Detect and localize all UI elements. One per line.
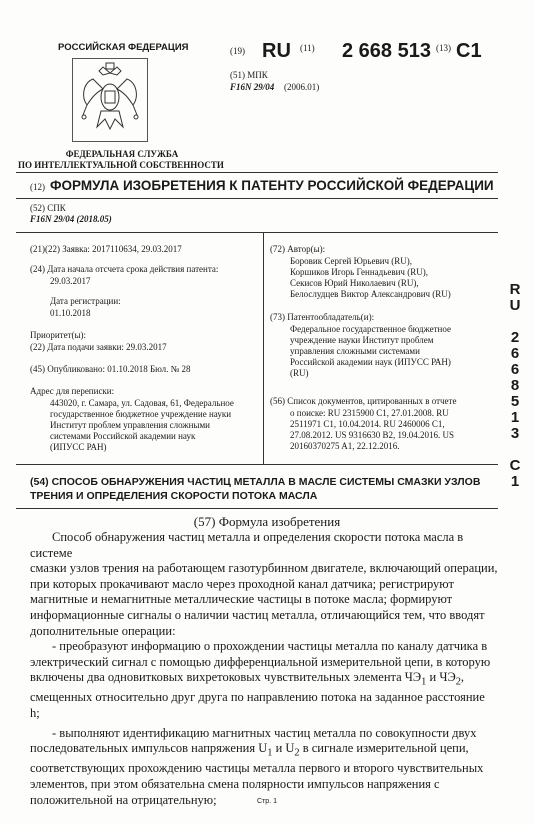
correspondence-address	[50, 398, 260, 453]
country-name: РОССИЙСКАЯ ФЕДЕРАЦИЯ	[58, 42, 189, 53]
formula-line: положительной на отрицательную;	[30, 792, 217, 807]
formula-line: - выполняют идентификацию магнитных частиц металла по совокупности двух	[52, 725, 477, 740]
bib-divider	[263, 232, 264, 464]
invention-title-line1: (54) СПОСОБ ОБНАРУЖЕНИЯ ЧАСТИЦ МЕТАЛЛА В МАСЛЕ СИСТЕМЫ СМАЗКИ УЗЛОВ	[30, 476, 481, 488]
filing-date: (22) Дата подачи заявки: 29.03.2017	[30, 342, 167, 352]
patent-kind: C1	[456, 40, 482, 62]
formula-line: электрический сигнал с помощью дифференциальной измерительной цепи, в которую	[30, 654, 491, 669]
mpk-class: F16N 29/04	[230, 82, 275, 92]
authors-list	[290, 256, 490, 300]
code-11: (11)	[300, 43, 315, 53]
address-line: государственное бюджетное учреждение науки	[50, 409, 232, 419]
owner-lines	[290, 324, 490, 379]
address-label: Адрес для переписки:	[30, 386, 115, 396]
owner-line: (RU)	[290, 368, 309, 378]
formula-line: - преобразуют информацию о прохождении частицы металла по каналу датчика в	[52, 639, 488, 654]
owner-line: Федеральное государственное бюджетное	[290, 324, 451, 334]
address-line: Институт проблем управления сложными	[50, 420, 210, 430]
page-number: Стр. 1	[257, 798, 277, 805]
invention-title-line2: ТРЕНИЯ И ОПРЕДЕЛЕНИЯ СКОРОСТИ ПОТОКА МАСЛА	[30, 490, 318, 502]
author-name: Коршиков Игорь Геннадьевич (RU),	[290, 267, 428, 277]
cited-line: о поиске: RU 2315900 C1, 27.01.2008. RU	[290, 408, 449, 418]
doc-title-code: (12)	[30, 182, 45, 192]
registration-value: 01.10.2018	[50, 308, 91, 318]
title-bottom-rule	[16, 508, 498, 509]
registration-label: Дата регистрации:	[50, 296, 121, 306]
mpk-label: (51) МПК	[230, 70, 268, 80]
formula-line: при которых прокачивают масло через проходной канал датчика; регистрируют	[30, 576, 454, 591]
mpk-year: (2006.01)	[284, 82, 320, 92]
address-line: системами Российской академии наук	[50, 431, 196, 441]
formula-line: соответствующих прохождению частицы металла первого и второго чувствительных	[30, 761, 484, 776]
address-line: 443020, г. Самара, ул. Садовая, 61, Федеральное	[50, 398, 234, 408]
cited-line: 20160370275 A1, 22.12.2016.	[290, 441, 400, 451]
formula-line: h;	[30, 706, 40, 721]
author-name: Секисов Юрий Николаевич (RU),	[290, 278, 419, 288]
formula-line: магнитные и немагнитные металлические частицы в потоке масла; формируют	[30, 592, 453, 607]
service-name-line1: ФЕДЕРАЛЬНАЯ СЛУЖБА	[65, 149, 179, 159]
owner-line: Российской академии наук (ИПУСС РАН)	[290, 357, 451, 367]
bib-top-rule	[16, 232, 498, 233]
cpc-value: F16N 29/04 (2018.05)	[30, 214, 112, 224]
formula-line: дополнительные операции:	[30, 623, 176, 638]
formula-line: смещенных относительно друг друга по направлению потока на заданное расстояние	[30, 690, 485, 705]
double-headed-eagle-icon	[73, 59, 147, 141]
code-13: (13)	[436, 43, 451, 53]
address-line: (ИПУСС РАН)	[50, 442, 107, 452]
author-name: Боровик Сергей Юрьевич (RU),	[290, 256, 413, 266]
authors-label: (72) Автор(ы):	[270, 244, 326, 254]
formula-text	[30, 530, 500, 808]
cited-label: (56) Список документов, цитированных в отчете	[270, 396, 457, 406]
formula-line: включены два одновитковых вихретоковых чувствительных элемента $ЧЭ_1$ и $ЧЭ_2$,	[30, 670, 465, 688]
side-patent-number: R U 2 6 6 8 5 1 3 C 1	[509, 281, 521, 490]
term-start-label: (24) Дата начала отсчета срока действия патента:	[30, 264, 219, 274]
formula-line: элементов, при этом обязательна смена полярности импульсов напряжения с	[30, 776, 440, 791]
publication-date: (45) Опубликовано: 01.10.2018 Бюл. № 28	[30, 364, 191, 374]
owner-line: управления сложными системами	[290, 346, 420, 356]
priority-label: Приоритет(ы):	[30, 330, 87, 340]
cited-documents	[290, 408, 495, 452]
owner-line: учреждение науки Институт проблем	[290, 335, 434, 345]
patent-number: 2 668 513	[342, 40, 431, 62]
service-name-line2: ПО ИНТЕЛЛЕКТУАЛЬНОЙ СОБСТВЕННОСТИ	[18, 160, 224, 170]
formula-line: Способ обнаружения частиц металла и определения скорости потока масла в системе	[30, 530, 464, 560]
formula-line: смазки узлов трения на работающем газотурбинном двигателе, включающий операции,	[30, 561, 498, 576]
owner-label: (73) Патентообладатель(и):	[270, 312, 375, 322]
header-rule	[16, 172, 498, 173]
formula-line: информационные сигналы о наличии частиц металла, отличающийся тем, что вводят	[30, 607, 485, 622]
state-emblem	[72, 58, 148, 142]
term-start-value: 29.03.2017	[50, 276, 91, 286]
doc-title: ФОРМУЛА ИЗОБРЕТЕНИЯ К ПАТЕНТУ РОССИЙСКОЙ ФЕДЕРАЦИИ	[50, 178, 494, 193]
cited-line: 2511971 C1, 10.04.2014. RU 2460006 C1,	[290, 419, 445, 429]
cpc-label: (52) СПК	[30, 203, 66, 213]
author-name: Белослудцев Виктор Александрович (RU)	[290, 289, 451, 299]
bib-bottom-rule	[16, 464, 498, 465]
cited-line: 27.08.2012. US 9316630 B2, 19.04.2016. US	[290, 430, 455, 440]
formula-line: последовательных импульсов напряжения $U_1$ и $U_2$ в сигнале измерительной цепи,	[30, 741, 469, 759]
code-19: (19)	[230, 46, 245, 56]
title-rule	[16, 198, 498, 199]
formula-heading: (57) Формула изобретения	[193, 514, 341, 529]
application-number: (21)(22) Заявка: 2017110634, 29.03.2017	[30, 244, 182, 254]
country-code: RU	[262, 40, 291, 62]
